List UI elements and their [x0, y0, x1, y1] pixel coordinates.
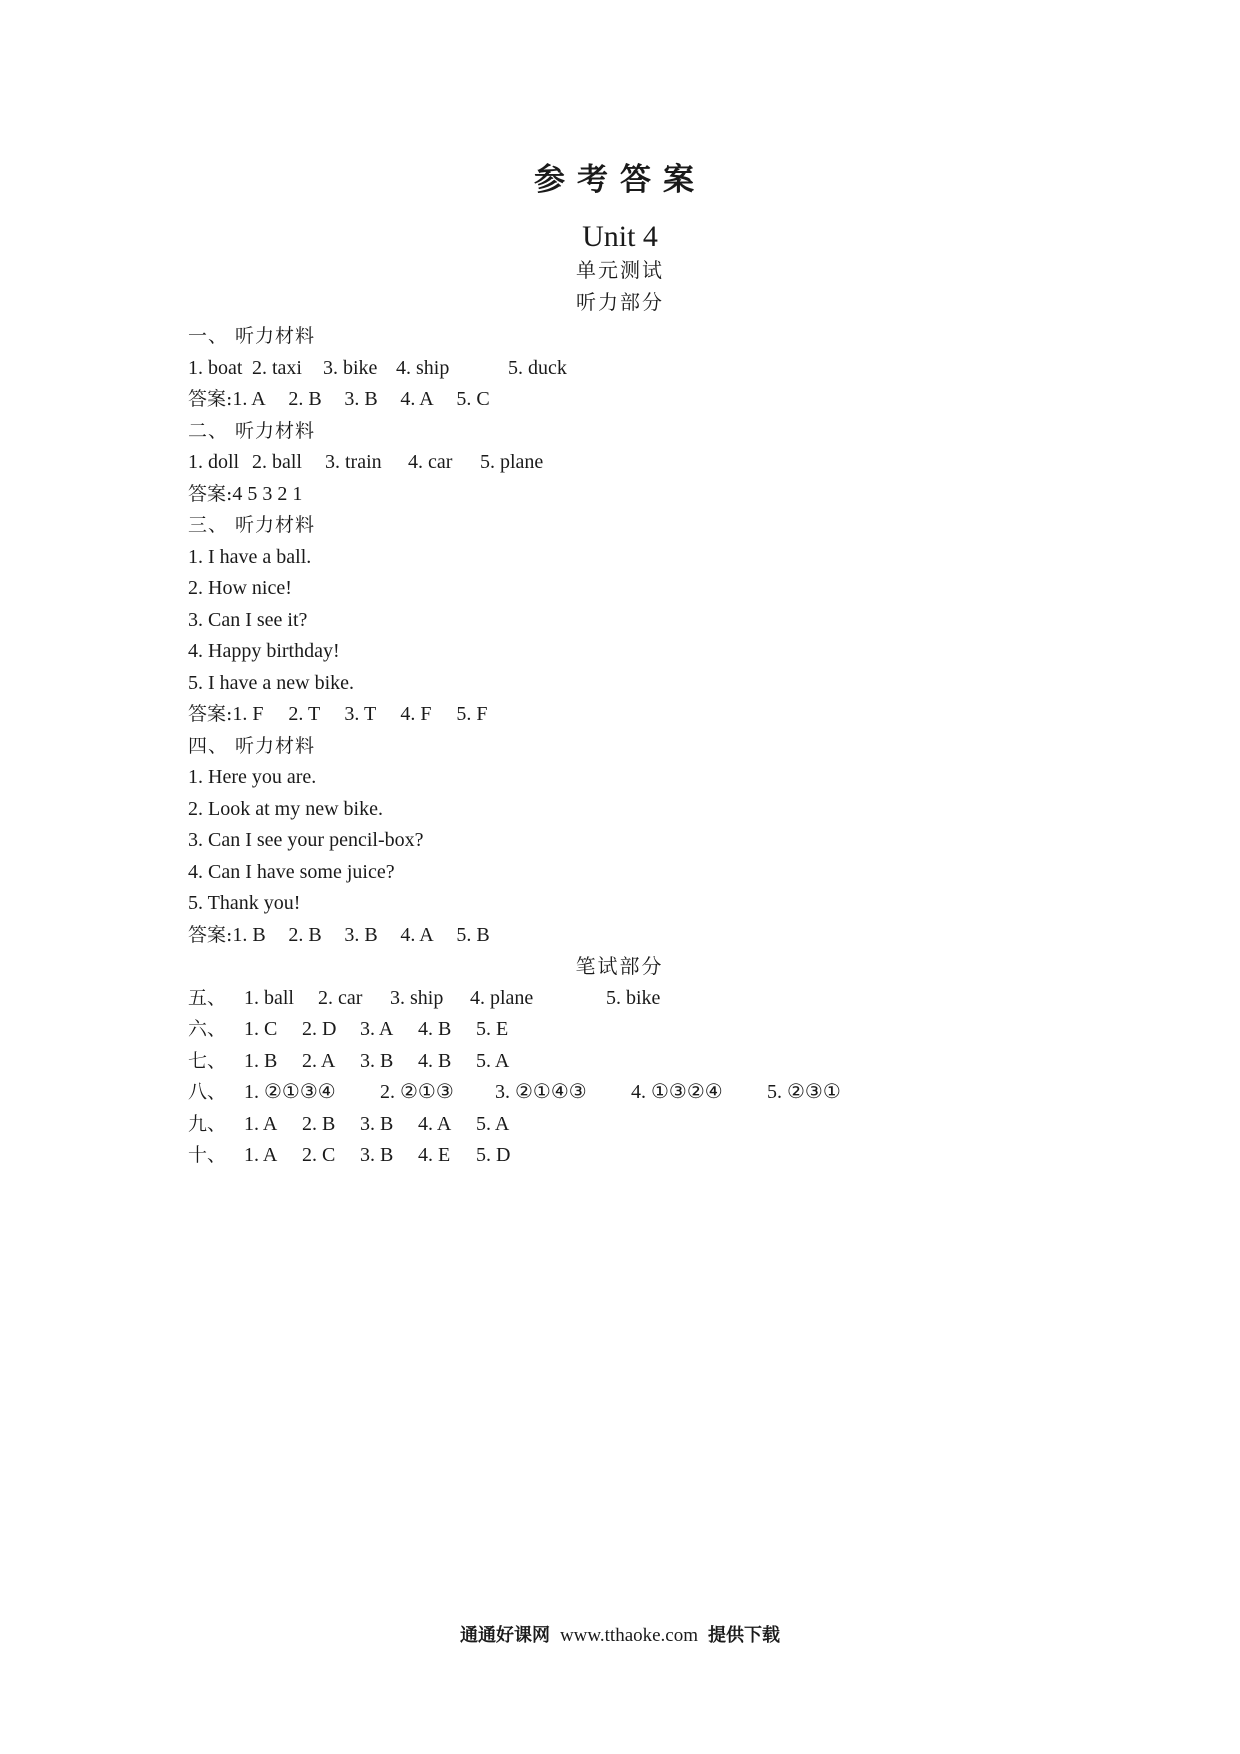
answer-value: 4. B — [418, 1049, 452, 1072]
footer-site-name: 通通好课网 — [459, 1625, 550, 1646]
section-4-answers — [188, 920, 1088, 952]
test-subtitle: 单元测试 — [576, 258, 664, 282]
section-4-label: 四、 听力材料 — [188, 734, 316, 757]
sentence: 5. Thank you! — [188, 892, 301, 914]
written-10-answers — [188, 1140, 1088, 1172]
answer-value: 3. ship — [390, 986, 444, 1009]
question-number: 六、 — [188, 1018, 227, 1040]
answer-value: 2. T — [288, 703, 321, 725]
answer-value: 3. B — [360, 1112, 394, 1135]
answer-content — [188, 321, 1088, 1172]
unit-heading: Unit 4 — [582, 220, 658, 253]
sentence: 4. Happy birthday! — [188, 640, 340, 662]
sentence: 2. Look at my new bike. — [188, 797, 383, 820]
answer-value: 2. car — [318, 986, 363, 1009]
page-title: 参考答案 — [534, 162, 706, 198]
answer-value: 4. plane — [470, 986, 534, 1009]
section-3-answers — [188, 699, 1088, 731]
answer-value: 3. B — [344, 923, 378, 946]
answer-value: 3. T — [344, 703, 377, 725]
question-number: 五、 — [188, 986, 227, 1009]
section-2-label: 二、 听力材料 — [188, 419, 316, 442]
written-8-answers — [188, 1077, 1088, 1109]
answer-value: 3. A — [360, 1018, 394, 1040]
answer-value: 4. ①③②④ — [631, 1081, 723, 1103]
answer-value: 5. ②③① — [767, 1081, 841, 1103]
written-part-heading: 笔试部分 — [575, 954, 664, 978]
answer-value: 2. ②①③ — [380, 1081, 454, 1103]
list-item: 4. ship — [396, 356, 450, 379]
list-item: 2. ball — [252, 451, 302, 473]
sentence: 4. Can I have some juice? — [188, 860, 395, 883]
sentence: 2. How nice! — [188, 577, 292, 599]
list-item: 3. train — [325, 451, 382, 473]
section-1-label: 一、 听力材料 — [188, 325, 316, 347]
answer-label: 答案: — [188, 388, 233, 410]
list-item: 2. taxi — [252, 356, 302, 379]
answer-value: 4. E — [418, 1144, 451, 1166]
answer-value: 4. B — [418, 1018, 452, 1040]
footer-url[interactable]: www.tthaoke.com — [559, 1625, 699, 1646]
answer-value: 5. A — [476, 1112, 510, 1135]
question-number: 七、 — [188, 1049, 227, 1072]
answer-value: 2. A — [302, 1049, 336, 1072]
section-1-answers — [188, 384, 1088, 416]
answer-value: 2. B — [302, 1112, 336, 1135]
answer-value: 2. B — [288, 923, 322, 946]
section-2-items — [188, 447, 1088, 479]
list-item: 5. duck — [508, 356, 567, 379]
answer-label: 答案: — [188, 703, 233, 725]
answer-value: 5. C — [456, 388, 490, 410]
question-number: 九、 — [188, 1112, 227, 1135]
list-item: 4. car — [408, 451, 453, 473]
answer-value: 3. B — [360, 1144, 394, 1166]
question-number: 八、 — [188, 1081, 227, 1103]
answer-value: 5. D — [476, 1144, 511, 1166]
answer-value: 1. F — [232, 703, 264, 725]
answer-value: 1. ②①③④ — [244, 1081, 336, 1103]
footer-download-text: 提供下载 — [708, 1625, 781, 1646]
written-9-answers — [188, 1109, 1088, 1141]
answer-value: 1. A — [232, 388, 266, 410]
list-item: 1. boat — [188, 356, 243, 379]
answer-value: 4. A — [418, 1112, 452, 1135]
answer-value: 4. F — [400, 703, 432, 725]
answer-value: 5. F — [456, 703, 488, 725]
written-7-answers — [188, 1046, 1088, 1078]
answer-value: 3. ②①④③ — [495, 1081, 587, 1103]
written-6-answers — [188, 1014, 1088, 1046]
answer-value: 2. C — [302, 1144, 336, 1166]
question-number: 十、 — [188, 1144, 227, 1166]
answer-value: 1. B — [244, 1049, 278, 1072]
section-3-label: 三、 听力材料 — [188, 514, 316, 536]
sentence: 1. I have a ball. — [188, 545, 312, 568]
answer-value: 4. A — [400, 388, 434, 410]
answer-value: 5. B — [456, 923, 490, 946]
listening-part-heading: 听力部分 — [576, 290, 664, 314]
answer-value: 5. E — [476, 1018, 509, 1040]
section-2-answers — [188, 479, 1088, 511]
answer-value: 5. bike — [606, 986, 661, 1009]
answer-value: 1. ball — [244, 986, 294, 1009]
sentence: 3. Can I see it? — [188, 608, 308, 631]
answer-value: 2. B — [288, 388, 322, 410]
answer-value: 4. A — [400, 923, 434, 946]
answer-value: 1. A — [244, 1112, 278, 1135]
sentence: 1. Here you are. — [188, 766, 317, 788]
list-item: 3. bike — [323, 356, 378, 379]
answer-value: 3. B — [360, 1049, 394, 1072]
answer-value: 1. A — [244, 1144, 278, 1166]
written-5-answers — [188, 983, 1088, 1015]
answer-value: 3. B — [344, 388, 378, 410]
answer-value: 5. A — [476, 1049, 510, 1072]
answer-value: 2. D — [302, 1018, 337, 1040]
page-footer — [0, 1623, 1240, 1649]
answer-label: 答案: — [188, 923, 233, 946]
answer-value: 1. C — [244, 1018, 278, 1040]
answer-value: 1. B — [232, 923, 266, 946]
sentence: 5. I have a new bike. — [188, 671, 355, 694]
section-1-items — [188, 353, 1088, 385]
list-item: 1. doll — [188, 451, 240, 473]
sentence: 3. Can I see your pencil-box? — [188, 829, 424, 851]
answer-value: 4 5 3 2 1 — [232, 482, 303, 505]
answer-label: 答案: — [188, 482, 233, 505]
list-item: 5. plane — [480, 451, 544, 473]
